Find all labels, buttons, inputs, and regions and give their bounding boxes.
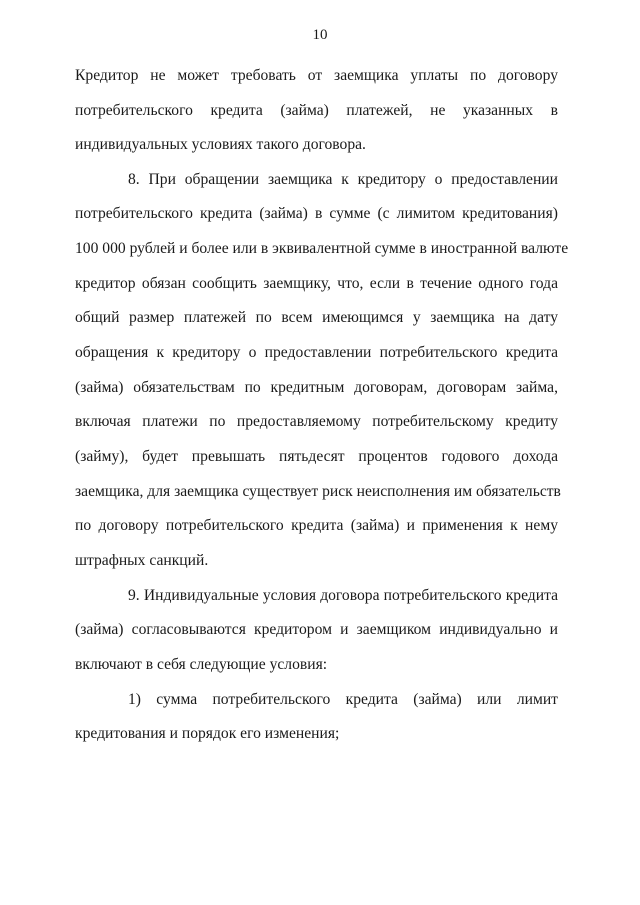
text-line: 100 000 рублей и более или в эквивалентной сумме в иностранной валюте [75,240,569,257]
text-line: включают в себя следующие условия: [75,656,328,673]
text-line: потребительского кредита (займа) платежей, не указанных в [75,102,558,119]
text-line: 9. Индивидуальные условия договора потребительского кредита [128,587,558,604]
text-line: (займу), будет превышать пятьдесят процентов годового дохода [75,448,558,465]
text-line: кредитор обязан сообщить заемщику, что, если в течение одного года [75,275,558,292]
text-line: потребительского кредита (займа) в сумме (с лимитом кредитования) [75,205,558,222]
text-line: 1) сумма потребительского кредита (займа) или лимит [128,691,558,708]
text-line: заемщика, для заемщика существует риск неисполнения им обязательств [75,483,561,500]
text-line: 8. При обращении заемщика к кредитору о предоставлении [128,171,558,188]
text-line: Кредитор не может требовать от заемщика уплаты по договору [75,67,558,84]
text-line: общий размер платежей по всем имеющимся у заемщика на дату [75,309,558,326]
text-line: по договору потребительского кредита (займа) и применения к нему [75,517,558,534]
text-line: индивидуальных условиях такого договора. [75,136,366,153]
text-line: включая платежи по предоставляемому потребительскому кредиту [75,413,558,430]
text-line: обращения к кредитору о предоставлении потребительского кредита [75,344,558,361]
text-line: штрафных санкций. [75,552,209,569]
text-line: кредитования и порядок его изменения; [75,725,340,742]
page-number: 10 [312,27,328,43]
text-line: (займа) обязательствам по кредитным договорам, договорам займа, [75,379,558,396]
text-line: (займа) согласовываются кредитором и заемщиком индивидуально и [75,621,558,638]
